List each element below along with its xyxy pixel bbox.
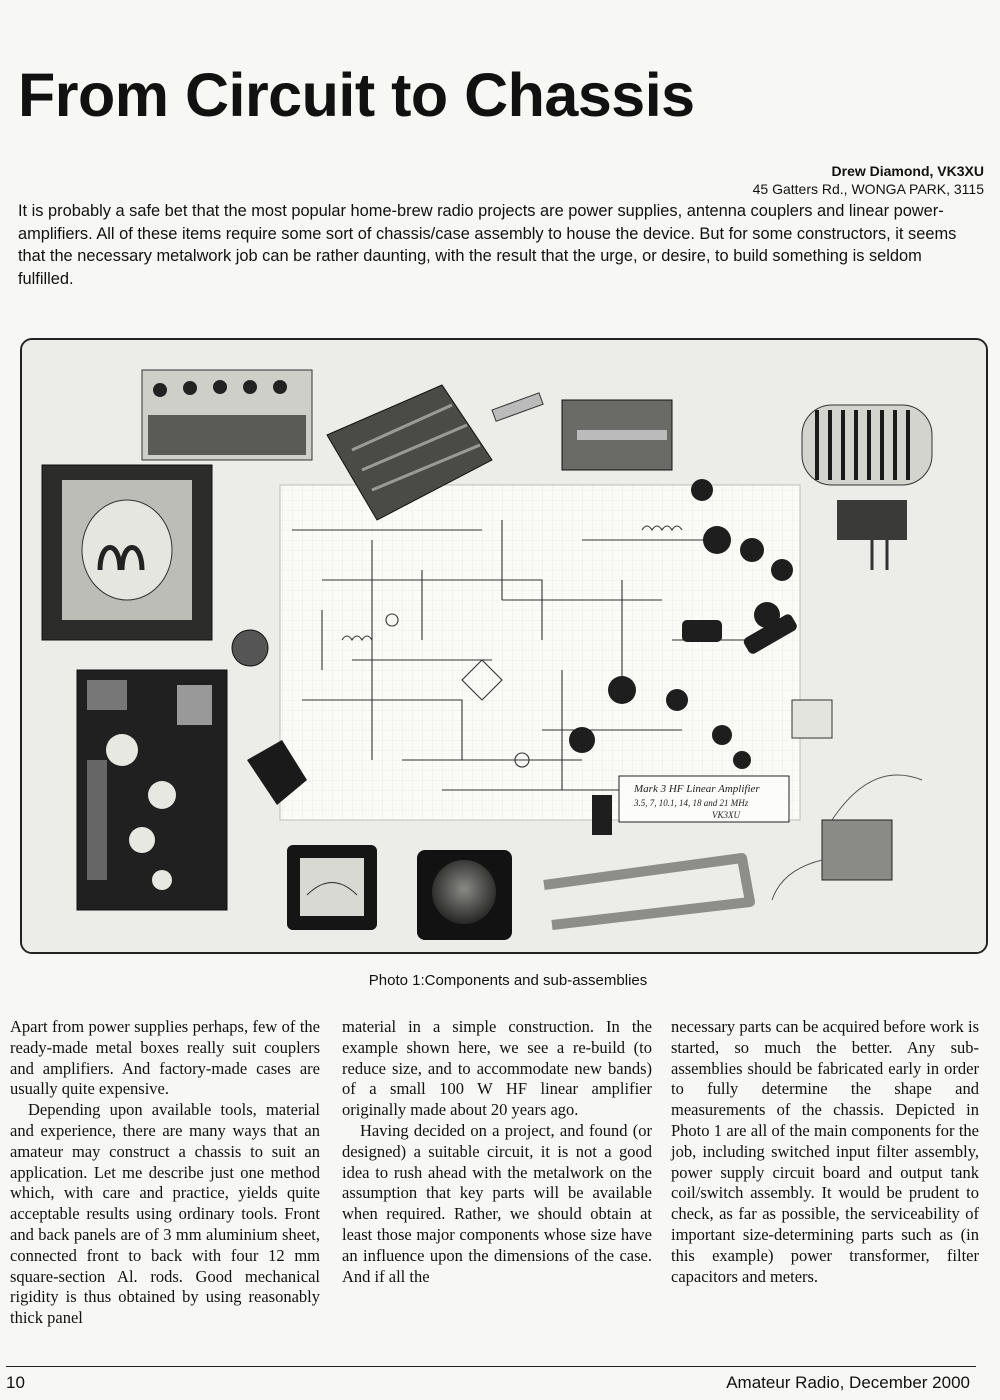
photo-caption: Photo 1:Components and sub-assemblies [368, 972, 648, 989]
meter-right [417, 850, 512, 940]
meter-left [287, 845, 377, 930]
loading-assembly [562, 400, 672, 470]
photo-note-line-3: VK3XU [712, 810, 740, 820]
body-paragraph: necessary parts can be acquired before work is started, so much the better. Any sub-assemblies should be fabricated early in order to fully determine the shape and measurements of the chassis. Depicted in Photo 1 are all of the main components for the job, including switched input filter assembly, power supply circuit board and output tank coil/switch assembly. It would be prudent to check, as far as possible, the serviceability of important size-determining parts such as (in this example) power transformer, filter capacitors and meters. [671, 1017, 979, 1286]
potentiometer [232, 630, 268, 666]
article-title: From Circuit to Chassis [18, 61, 695, 129]
photo-note-line-2: 3.5, 7, 10.1, 14, 18 and 21 MHz [634, 798, 749, 808]
body-paragraph: Depending upon available tools, material and experience, there are many ways that an amateur may construct a chassis to suit an application. Let me describe just one method which, with care and practice, yields quite acceptable results using ordinary tools. Front and back panels are of 3 mm aluminium sheet, connected front to back with four 12 mm square-section Al. rods. Good mechanical rigidity is thus obtained by using reasonably thick panel [10, 1100, 320, 1328]
switch-assembly [142, 370, 312, 460]
photo-1 [20, 338, 988, 954]
page-number: 10 [6, 1373, 25, 1392]
footer-rule [6, 1366, 976, 1367]
author-address: 45 Gatters Rd., WONGA PARK, 3115 [752, 181, 984, 197]
body-column-3 [671, 1017, 979, 1287]
body-column-2 [342, 1017, 652, 1287]
body-paragraph: Apart from power supplies perhaps, few of the ready-made metal boxes really suit couplers and amplifiers. And factory-made cases are usually quite expensive. [10, 1017, 320, 1099]
body-paragraph: material in a simple construction. In the example shown here, we see a re-build (to reduce size, and to accommodate new bands) of a small 100 W HF linear amplifier originally made about 20 years ago. [342, 1017, 652, 1120]
power-supply-board [77, 670, 227, 910]
byline [753, 162, 984, 198]
publication-issue: Amateur Radio, December 2000 [726, 1373, 970, 1392]
body-column-1 [10, 1017, 320, 1329]
power-transformer [42, 465, 212, 640]
intro-paragraph: It is probably a safe bet that the most popular home-brew radio projects are power supplies, antenna couplers and linear power-amplifiers. All of these items require some sort of chassis/case assembly to house the device. But for some constructors, it seems that the necessary metalwork job can be rather daunting, with the result that the urge, or desire, to build something is seldom fulfilled. [18, 202, 957, 288]
body-paragraph: Having decided on a project, and found (or designed) a suitable circuit, it is not a good idea to rush ahead with the metalwork on the assumption that key parts will be available when required. Rather, we should obtain at least those major components whose size have an influence upon the dimensions of the case. And if all the [342, 1120, 652, 1286]
components-photo-illustration [22, 340, 986, 952]
photo-note-line-1: Mark 3 HF Linear Amplifier [634, 783, 760, 795]
author-name: Drew Diamond, VK3XU [831, 163, 984, 179]
